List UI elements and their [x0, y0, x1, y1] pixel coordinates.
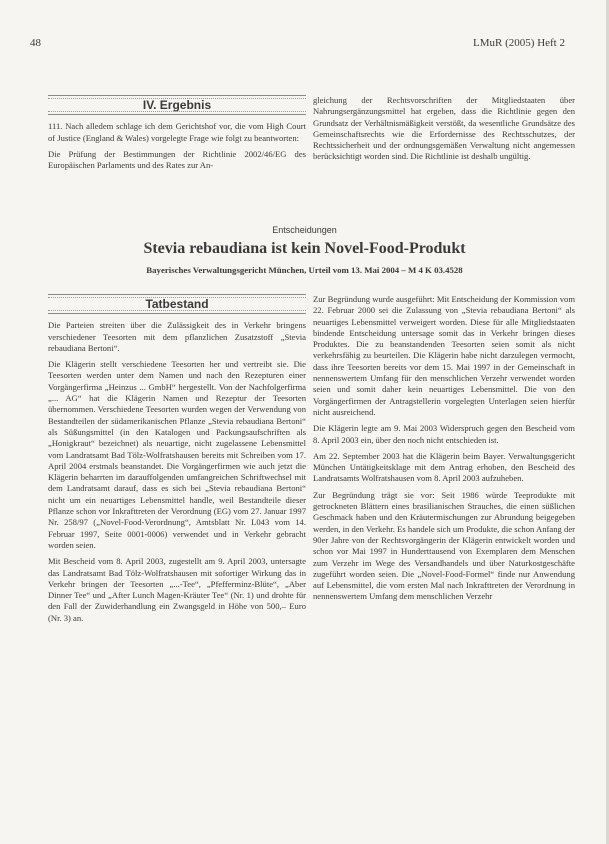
paragraph: Zur Begründung wurde ausgeführt: Mit Entscheidung der Kommission vom 22. Februar 2000 sei die Zulassung von „Stevia rebaudiana Bertoni“ als neuartiges Lebensmittel verweigert worden. Diese für alle Mitgliedstaaten bindende Entscheidung untersage somit das in Verkehr bringen dieses Produktes. Die zu beanstandenden Teesorten seien somit als nicht verkehrsfähig zu beurteilen. Die Klägerin habe nicht darzulegen vermocht, dass ihre Teesorten bereits vor dem 15. Mai 1997 in der Gemeinschaft in nennenswertem Umfang für den menschlichen Verzehr verwendet worden seien und somit daher kein neuartiges Lebensmittel. Die von den Vorgängerfirmen der Antragstellerin vorgelegten Unterlagen seien hierfür nicht ausreichend.	[313, 294, 575, 417]
section-iv-heading: IV. Ergebnis	[48, 95, 306, 115]
decision-title: Stevia rebaudiana ist kein Novel-Food-Produkt	[143, 240, 466, 257]
paragraph: Die Klägerin legte am 9. Mai 2003 Widerspruch gegen den Bescheid vom 8. April 2003 ein, über den noch nicht entschieden ist.	[313, 423, 575, 445]
paragraph: Die Klägerin stellt verschiedene Teesorten her und vertreibt sie. Die Teesorten werden unter dem Namen und nach den Rezepturen einer Vorgängerfirma „Heinzus ... GmbH“ hergestellt. Von der Nachfolgerfirma „... AG“ hat die Klägerin Namen und Rezeptur der Teesorten übernommen. Verschiedene Teesorten wurden wegen der Verwendung von Bestandteilen der südamerikanischen Pflanze „Stevia rebaudiana Bertoni“ als Süßungsmittel (in den Katalogen und Packungsaufschriften als „Honigkraut“ bezeichnet) als neuartige, nicht zugelassene Lebensmittel vom Landratsamt Bad Tölz-Wolfratshausen bereits mit Schreiben vom 17. April 2004 erstmals beanstandet. Die Vorgängerfirmen wie auch jetzt die Klägerin beharrten im darauffolgenden umfangreichen Schriftwechsel mit dem Landratsamt darauf, dass es sich bei „Stevia rebaudiana Bertoni“ nicht um ein neuartiges Lebensmittel handle, weil Bestandteile dieser Pflanze schon vor Inkrafttreten der Verordnung (EG) vom 27. Januar 1997 Nr. 258/97 („Novel-Food-Verordnung“, Amtsblatt Nr. L043 vom 14. Februar 1997, Seite 0001-0006) verwendet und in Verkehr gebracht worden seien.	[48, 359, 306, 550]
right-column	[313, 294, 575, 608]
paragraph: Zur Begründung trägt sie vor: Seit 1986 würde Teeprodukte mit getrockneten Blättern eines brasilianischen Strauches, die einen süßlichen Geschmack haben und den Kräutermischungen zur Abrundung beigegeben werden, in den Verkehr. Es handele sich um Produkte, die schon Anfang der 90er Jahre von der Rechtsvorgängerin der Klägerin entwickelt worden und schon vor Mai 1997 in Hunderttausend von Exemplaren dem Menschen zum Verzehr im Wege des Versandhandels und über Naturkostgeschäfte zugeführt worden seien. Die „Novel-Food-Formel“ finde nur Anwendung auf Lebensmittel, die vom ersten Mal nach Inkrafttreten der Verordnung in nennenswertem Umfang dem menschlichen Verzehr	[313, 489, 575, 602]
paragraph: Am 22. September 2003 hat die Klägerin beim Bayer. Verwaltungsgericht München Untätigkeitsklage mit dem Antrag erhoben, den Bescheid des Landratsamts Wolfratshausen vom 8. April 2003 aufzuheben.	[313, 450, 575, 484]
paragraph: Die Prüfung der Bestimmungen der Richtlinie 2002/46/EG des Europäischen Parlaments und des Rates zur An-	[48, 148, 306, 171]
top-right-column	[313, 95, 575, 168]
tatbestand-column	[48, 294, 306, 629]
paragraph: 111. Nach alledem schlage ich dem Gerichtshof vor, die vom High Court of Justice (England & Wales) vorgelegte Frage wie folgt zu beantworten:	[48, 121, 306, 143]
section-kicker: Entscheidungen	[272, 225, 337, 235]
page-number: 48	[30, 37, 41, 49]
paragraph: gleichung der Rechtsvorschriften der Mitgliedstaaten über Nahrungsergänzungsmittel hat ergeben, dass die Richtlinie gegen den Grundsatz der Verhältnismäßigkeit verstößt, da wesentliche Grundsätze des Gemeinschaftsrechts wie die Erfordernisse des Rechtsschutzes, der Rechtssicherheit und der ordnungsgemäßen Verwaltung nicht angemessen berücksichtigt worden sind. Die Richtlinie ist deshalb ungültig.	[313, 95, 575, 162]
paragraph: Mit Bescheid vom 8. April 2003, zugestellt am 9. April 2003, untersagte das Landratsamt Bad Tölz-Wolfratshausen mit sofortiger Wirkung das in Verkehr bringen der Teesorten „...-Tee“, „Pfefferminz-Blüte“, „Aber Dinner Tee“ und „After Lunch Magen-Kräuter Tee“ (Nr. 1) und drohte für den Fall der Zuwiderhandlung ein Zwangsgeld in Höhe von 500,– Euro (Nr. 3) an.	[48, 556, 306, 623]
court-citation: Bayerisches Verwaltungsgericht München, Urteil vom 13. Mai 2004 – M 4 K 03.4528	[146, 265, 463, 275]
journal-header: LMuR (2005) Heft 2	[473, 37, 565, 49]
paragraph: Die Parteien streiten über die Zulässigkeit des in Verkehr bringens verschiedener Teesorten mit dem pflanzlichen Zusatzstoff „Stevia rebaudiana Bertoni“.	[48, 320, 306, 353]
tatbestand-heading: Tatbestand	[48, 294, 306, 314]
section-iv	[48, 95, 306, 176]
